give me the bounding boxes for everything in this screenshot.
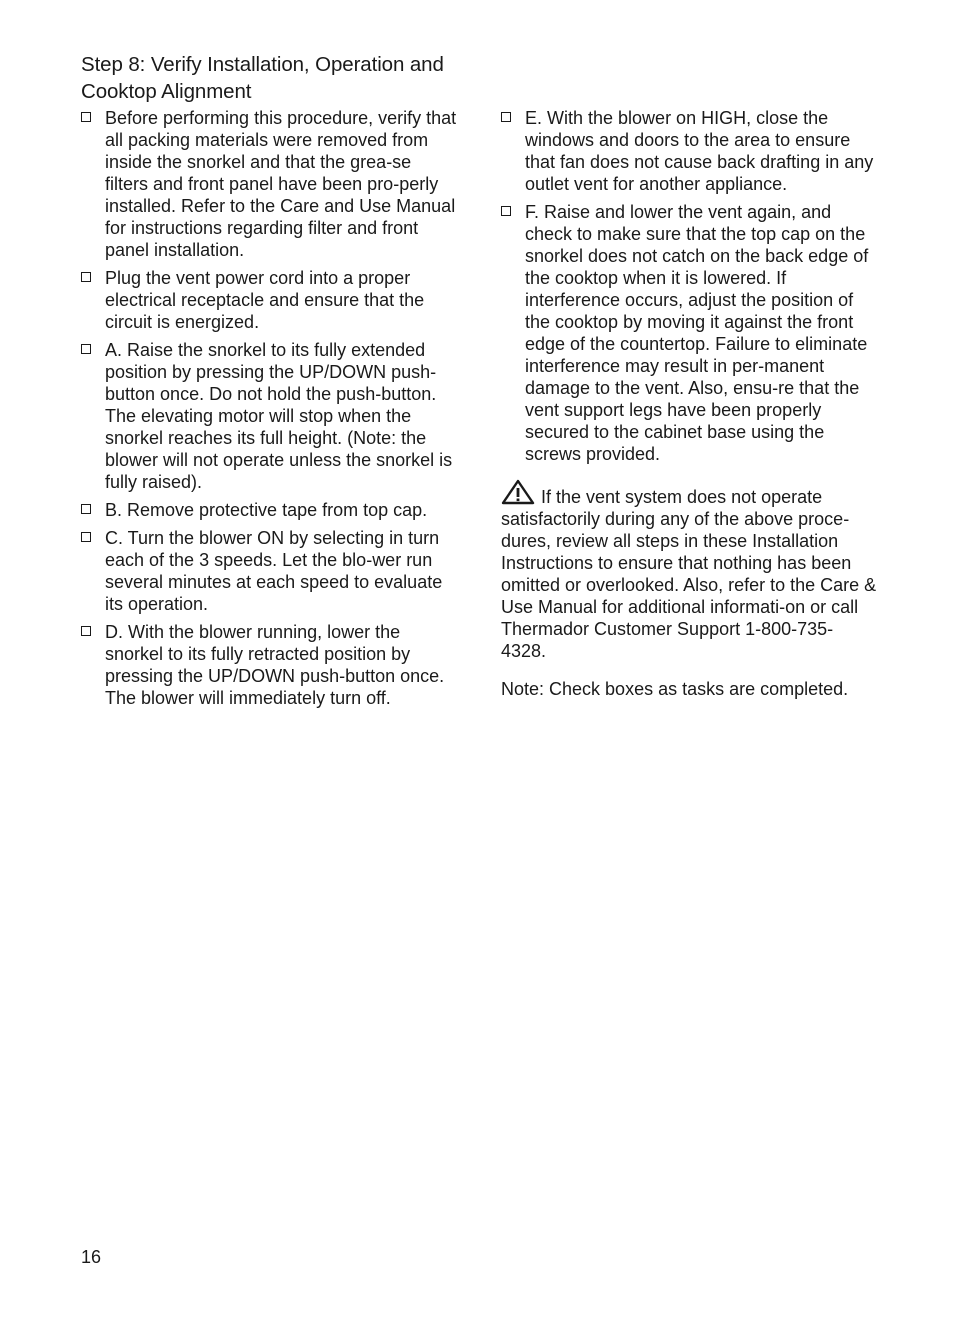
checklist-item <box>81 107 457 261</box>
checklist-item-text: D. With the blower running, lower the snorkel to its fully retracted position by pressing the UP/DOWN push-button once. The blower will immediately turn off. <box>105 622 445 708</box>
checkbox-icon[interactable] <box>81 112 91 122</box>
warning-triangle-icon <box>501 479 535 505</box>
checkbox-icon[interactable] <box>81 532 91 542</box>
checklist-item <box>501 201 877 465</box>
checkbox-icon[interactable] <box>81 272 91 282</box>
checklist-item-text: F. Raise and lower the vent again, and check to make sure that the top cap on the snorkel does not catch on the back edge of the cooktop when it is lowered. If interference occurs, adjust the position of the cooktop by moving it against the front edge of the countertop. Failure to eliminate interference may result in per-manent damage to the vent. Also, ensu-re that the vent support legs have been properly secured to the cabinet base using the screws provided. <box>525 202 869 464</box>
checkbox-icon[interactable] <box>81 504 91 514</box>
page-number: 16 <box>81 1247 102 1267</box>
note-text: Note: Check boxes as tasks are completed. <box>501 679 849 699</box>
checklist-item-text: C. Turn the blower ON by selecting in turn each of the 3 speeds. Let the blo-wer run several minutes at each speed to evaluate its operation. <box>105 528 443 614</box>
checklist-item <box>81 267 457 333</box>
checklist-item <box>81 621 457 709</box>
right-column <box>501 107 877 700</box>
checklist-item-text: Plug the vent power cord into a proper electrical receptacle and ensure that the circuit is energized. <box>105 268 425 332</box>
checkbox-icon[interactable] <box>81 626 91 636</box>
checkbox-icon[interactable] <box>501 206 511 216</box>
left-column <box>81 107 457 715</box>
checklist-item-text: Before performing this procedure, verify that all packing materials were removed from inside the snorkel and that the grea-se filters and front panel have been pro-perly installed. Refer to the Care and Use Manual for instructions regarding filter and front panel installation. <box>105 108 457 260</box>
section-heading: Step 8: Verify Installation, Operation and Cooktop Alignment <box>81 53 444 103</box>
checklist-item <box>501 107 877 195</box>
checklist-item <box>81 499 457 521</box>
checklist-item-text: B. Remove protective tape from top cap. <box>105 500 428 520</box>
checklist-item-text: E. With the blower on HIGH, close the windows and doors to the area to ensure that fan does not cause back drafting in any outlet vent for another appliance. <box>525 108 874 194</box>
warning-text: If the vent system does not operate satisfactorily during any of the above proce-dures, review all steps in these Installation Instructions to ensure that nothing has been omitted or overlooked. Also, refer to the Care & Use Manual for additional informati-on or call Thermador Customer Support 1-800-735-4328. <box>501 487 877 661</box>
checkbox-icon[interactable] <box>81 344 91 354</box>
checklist-item <box>81 527 457 615</box>
warning-paragraph <box>501 479 877 662</box>
checklist-item-text: A. Raise the snorkel to its fully extended position by pressing the UP/DOWN push-button once. Do not hold the push-button. The elevating motor will stop when the snorkel reaches its full height. (Note: the blower will not operate unless the snorkel is fully raised). <box>105 340 453 492</box>
checklist-item <box>81 339 457 493</box>
checkbox-icon[interactable] <box>501 112 511 122</box>
